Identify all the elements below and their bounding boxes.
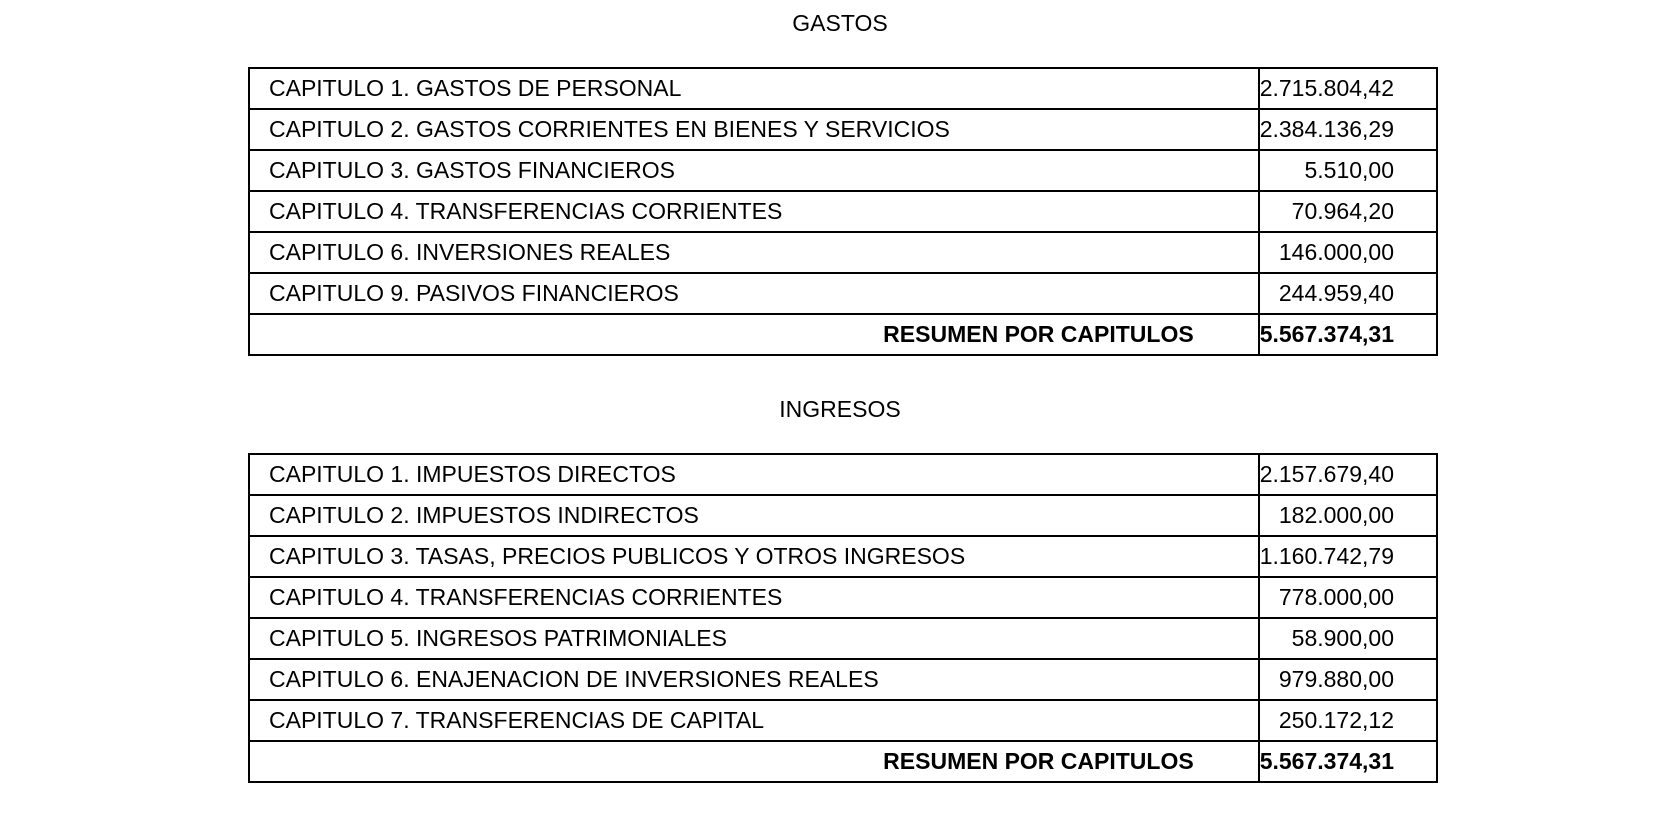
row-amount: 70.964,20 bbox=[1259, 191, 1437, 232]
row-amount: 250.172,12 bbox=[1259, 700, 1437, 741]
row-label: CAPITULO 9. PASIVOS FINANCIEROS bbox=[249, 273, 1259, 314]
row-amount: 146.000,00 bbox=[1259, 232, 1437, 273]
row-amount: 5.510,00 bbox=[1259, 150, 1437, 191]
row-label: CAPITULO 6. INVERSIONES REALES bbox=[249, 232, 1259, 273]
table-row bbox=[249, 68, 1437, 109]
row-amount: 2.157.679,40 bbox=[1259, 454, 1437, 495]
gastos-title: GASTOS bbox=[792, 10, 888, 36]
table-row bbox=[249, 618, 1437, 659]
row-amount: 979.880,00 bbox=[1259, 659, 1437, 700]
table-row bbox=[249, 495, 1437, 536]
table-row bbox=[249, 191, 1437, 232]
row-label: CAPITULO 3. TASAS, PRECIOS PUBLICOS Y OTROS INGRESOS bbox=[249, 536, 1259, 577]
row-label: CAPITULO 1. IMPUESTOS DIRECTOS bbox=[249, 454, 1259, 495]
table-row bbox=[249, 109, 1437, 150]
total-amount: 5.567.374,31 bbox=[1259, 741, 1437, 782]
table-row bbox=[249, 232, 1437, 273]
row-label: CAPITULO 1. GASTOS DE PERSONAL bbox=[249, 68, 1259, 109]
total-row bbox=[249, 314, 1437, 355]
row-label: CAPITULO 7. TRANSFERENCIAS DE CAPITAL bbox=[249, 700, 1259, 741]
row-label: CAPITULO 2. GASTOS CORRIENTES EN BIENES Y SERVICIOS bbox=[249, 109, 1259, 150]
total-label: RESUMEN POR CAPITULOS bbox=[249, 314, 1259, 355]
row-amount: 1.160.742,79 bbox=[1259, 536, 1437, 577]
row-label: CAPITULO 4. TRANSFERENCIAS CORRIENTES bbox=[249, 577, 1259, 618]
table-row bbox=[249, 454, 1437, 495]
row-label: CAPITULO 2. IMPUESTOS INDIRECTOS bbox=[249, 495, 1259, 536]
table-row bbox=[249, 273, 1437, 314]
row-amount: 2.384.136,29 bbox=[1259, 109, 1437, 150]
row-label: CAPITULO 6. ENAJENACION DE INVERSIONES REALES bbox=[249, 659, 1259, 700]
table-row bbox=[249, 536, 1437, 577]
row-amount: 58.900,00 bbox=[1259, 618, 1437, 659]
row-label: CAPITULO 3. GASTOS FINANCIEROS bbox=[249, 150, 1259, 191]
ingresos-table bbox=[248, 453, 1438, 783]
table-row bbox=[249, 577, 1437, 618]
total-amount: 5.567.374,31 bbox=[1259, 314, 1437, 355]
table-row bbox=[249, 659, 1437, 700]
ingresos-title: INGRESOS bbox=[779, 396, 901, 422]
total-row bbox=[249, 741, 1437, 782]
row-amount: 2.715.804,42 bbox=[1259, 68, 1437, 109]
row-label: CAPITULO 4. TRANSFERENCIAS CORRIENTES bbox=[249, 191, 1259, 232]
gastos-table bbox=[248, 67, 1438, 356]
row-amount: 244.959,40 bbox=[1259, 273, 1437, 314]
row-amount: 778.000,00 bbox=[1259, 577, 1437, 618]
row-amount: 182.000,00 bbox=[1259, 495, 1437, 536]
row-label: CAPITULO 5. INGRESOS PATRIMONIALES bbox=[249, 618, 1259, 659]
table-row bbox=[249, 700, 1437, 741]
table-row bbox=[249, 150, 1437, 191]
total-label: RESUMEN POR CAPITULOS bbox=[249, 741, 1259, 782]
